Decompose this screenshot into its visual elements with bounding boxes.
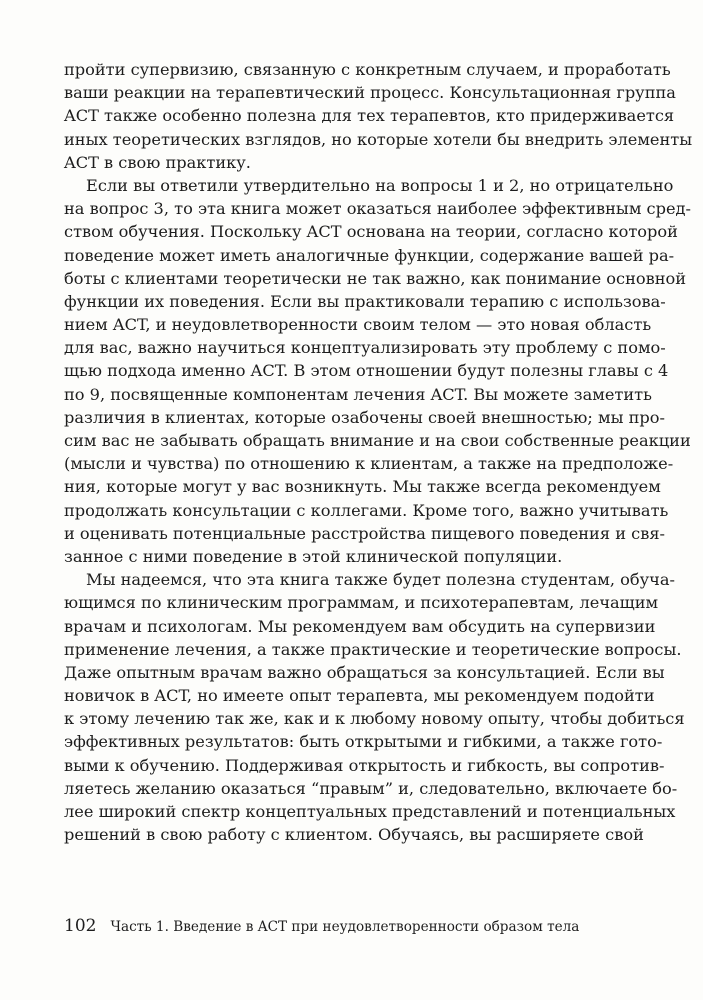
text-line: ваши реакции на терапевтический процесс. Консультационная группа <box>64 83 676 103</box>
paragraph <box>64 568 685 846</box>
text-line: боты с клиентами теоретически не так важно, как понимание основной <box>64 268 687 288</box>
text-line: ACT в свою практику. <box>64 152 251 172</box>
text-line: по 9, посвященные компонентам лечения ACT. Вы можете заметить <box>64 384 652 404</box>
text-line: для вас, важно научиться концептуализировать эту проблему с помо- <box>64 338 666 358</box>
text-line: пройти супервизию, связанную с конкретным случаем, и проработать <box>64 60 671 79</box>
text-line: ством обучения. Поскольку ACT основана на теории, согласно которой <box>64 222 678 242</box>
text-line: ния, которые могут у вас возникнуть. Мы также всегда рекомендуем <box>64 477 661 497</box>
text-line: Даже опытным врачам важно обращаться за консультацией. Если вы <box>64 662 665 682</box>
text-line: (мысли и чувства) по отношению к клиентам, а также на предположе- <box>64 454 674 474</box>
paragraph <box>64 174 691 568</box>
text-line: различия в клиентах, которые озабочены своей внешностью; мы про- <box>64 407 665 427</box>
text-line: сим вас не забывать обращать внимание и на свои собственные реакции <box>64 431 691 450</box>
running-head: Часть 1. Введение в ACT при неудовлетворенности образом тела <box>110 919 580 935</box>
text-line: новичок в ACT, но имеете опыт терапевта, мы рекомендуем подойти <box>64 686 655 706</box>
text-line: иных теоретических взглядов, но которые хотели бы внедрить элементы <box>64 129 693 149</box>
body-text <box>64 58 693 846</box>
text-line: врачам и психологам. Мы рекомендуем вам обсудить на супервизии <box>64 616 656 636</box>
text-line: на вопрос 3, то эта книга может оказаться наиболее эффективным сред- <box>64 199 691 219</box>
text-line: функции их поведения. Если вы практиковали терапию с использова- <box>64 291 666 311</box>
text-line: Мы надеемся, что эта книга также будет полезна студентам, обуча- <box>86 570 675 590</box>
text-line: продолжать консультации с коллегами. Кроме того, важно учитывать <box>64 500 669 520</box>
text-line: занное с ними поведение в этой клинической популяции. <box>64 546 563 566</box>
text-line: ACT также особенно полезна для тех терапевтов, кто придерживается <box>64 106 675 126</box>
page-number: 102 <box>64 916 97 936</box>
text-line: эффективных результатов: быть открытыми и гибкими, а также гото- <box>64 732 663 752</box>
text-line: поведение может иметь аналогичные функции, содержание вашей ра- <box>64 245 675 265</box>
text-line: выми к обучению. Поддерживая открытость и гибкость, вы сопротив- <box>64 755 665 775</box>
paragraph <box>64 58 693 174</box>
text-line: решений в свою работу с клиентом. Обучаясь, вы расширяете свой <box>64 825 644 845</box>
text-line: и оценивать потенциальные расстройства пищевого поведения и свя- <box>64 523 666 543</box>
text-line: нием ACT, и неудовлетворенности своим телом — это новая область <box>64 315 652 335</box>
text-line: щью подхода именно ACT. В этом отношении будут полезны главы с 4 <box>64 361 669 381</box>
text-line: применение лечения, а также практические и теоретические вопросы. <box>64 639 682 659</box>
text-line: к этому лечению так же, как и к любому новому опыту, чтобы добиться <box>64 709 685 729</box>
text-line: ющимся по клиническим программам, и психотерапевтам, лечащим <box>64 593 659 613</box>
text-line: Если вы ответили утвердительно на вопросы 1 и 2, но отрицательно <box>86 175 674 195</box>
text-line: лее широкий спектр концептуальных представлений и потенциальных <box>64 802 676 821</box>
page-footer <box>64 916 640 936</box>
text-line: ляетесь желанию оказаться “правым” и, следовательно, включаете бо- <box>64 778 678 798</box>
